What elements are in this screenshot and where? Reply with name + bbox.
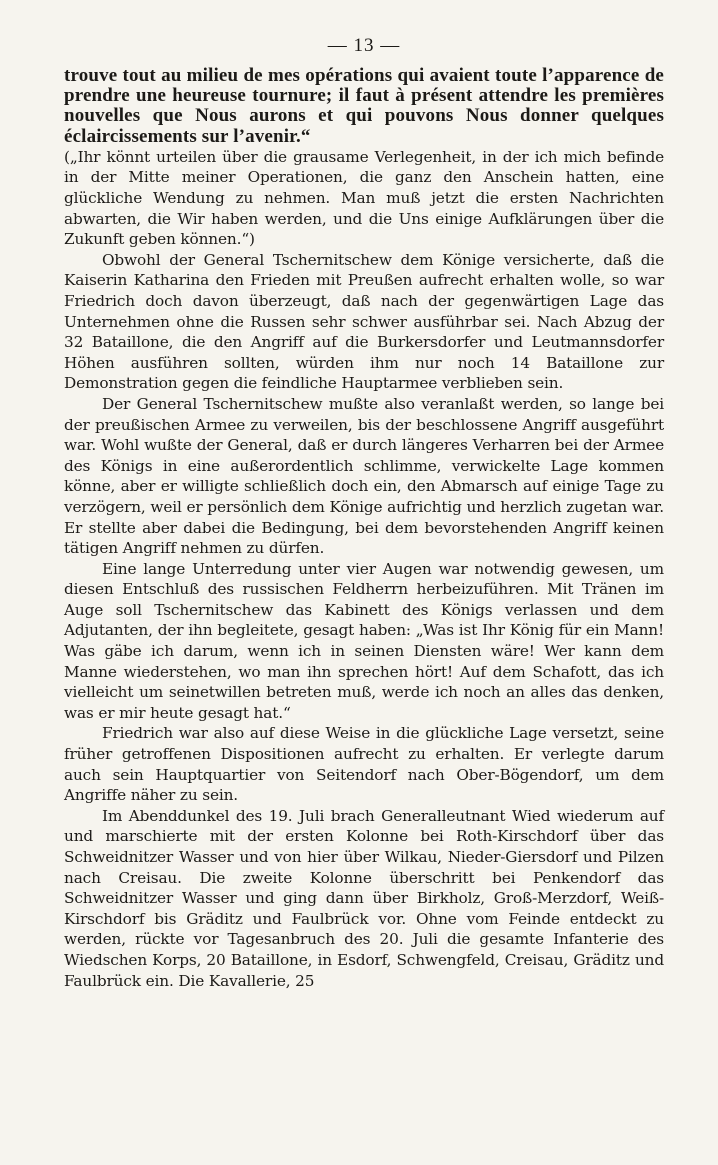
page-number-header: — 13 — [327,35,401,56]
page-body [64,66,664,991]
paragraph-french-quote: trouve tout au milieu de mes opérations qui avaient toute l’apparence de prendre une heureuse tournure; il faut à présent attendre les premières nouvelles que Nous aurons et qui pouvons Nous donner quelques éclaircissements sur l’avenir.“ [64,65,664,147]
paragraph-german-translation: („Ihr könnt urteilen über die grausame Verlegenheit, in der ich mich befinde in der Mitte meiner Operationen, die ganz den Anschein hatten, eine glückliche Wendung zu nehmen. Man muß jetzt die ersten Nachrichten abwarten, die Wir haben werden, und die Uns einige Aufklärungen über die Zukunft geben können.“) [64,147,664,249]
paragraph: Friedrich war also auf diese Weise in die glückliche Lage versetzt, seine früher getroffenen Dispositionen aufrecht zu erhalten. Er verlegte darum auch sein Hauptquartier von Seitendorf nach Ober-Bögendorf, um dem Angriffe näher zu sein. [64,724,664,805]
paragraph: Im Abenddunkel des 19. Juli brach Generalleutnant Wied wiederum auf und marschierte mit der ersten Kolonne bei Roth-Kirschdorf über das Schweidnitzer Wasser und von hier über Wilkau, Nieder-Giersdorf und Pilzen nach Creisau. Die zweite Kolonne überschritt bei Penkendorf das Schweidnitzer Wasser und ging dann über Birkholz, Groß-Merzdorf, Weiß-Kirschdorf bis Gräditz und Faulbrück vor. Ohne vom Feinde entdeckt zu werden, rückte vor Tagesanbruch des 20. Juli die gesamte Infanterie des Wiedschen Korps, 20 Bataillone, in Esdorf, Schwengfeld, Creisau, Gräditz und Faulbrück ein. Die Kavallerie, 25 [64,806,664,990]
paragraph: Eine lange Unterredung unter vier Augen war notwendig gewesen, um diesen Entschluß des russischen Feldherrn herbeizuführen. Mit Tränen im Auge soll Tschernitschew das Kabinett des Königs verlassen und dem Adjutanten, der ihn begleitete, gesagt haben: „Was ist Ihr König für ein Mann! Was gäbe ich darum, wenn ich in seinen Diensten wäre! Wer kann dem Manne wiederstehen, wo man ihn sprechen hört! Auf dem Schafott, das ich vielleicht um seinetwillen betreten muß, werde ich noch an alles das denken, was er mir heute gesagt hat.“ [64,559,664,722]
paragraph: Obwohl der General Tschernitschew dem Könige versicherte, daß die Kaiserin Katharina den Frieden mit Preußen aufrecht erhalten wolle, so war Friedrich doch davon überzeugt, daß nach der gegenwärtigen Lage das Unternehmen ohne die Russen sehr schwer ausführbar sei. Nach Abzug der 32 Bataillone, die den Angriff auf die Burkersdorfer und Leutmannsdorfer Höhen ausführen sollten, würden ihm nur noch 14 Bataillone zur Demonstration gegen die feindliche Hauptarmee verblieben sein. [64,250,664,393]
paragraph: Der General Tschernitschew mußte also veranlaßt werden, so lange bei der preußischen Armee zu verweilen, bis der beschlossene Angriff ausgeführt war. Wohl wußte der General, daß er durch längeres Verharren bei der Armee des Königs in eine außerordentlich schlimme, verwickelte Lage kommen könne, aber er willigte schließlich doch ein, den Abmarsch auf einige Tage zu verzögern, weil er persönlich dem Könige aufrichtig und herzlich zugetan war. Er stellte aber dabei die Bedingung, bei dem bevorstehenden Angriff keinen tätigen Angriff nehmen zu dürfen. [64,394,664,558]
